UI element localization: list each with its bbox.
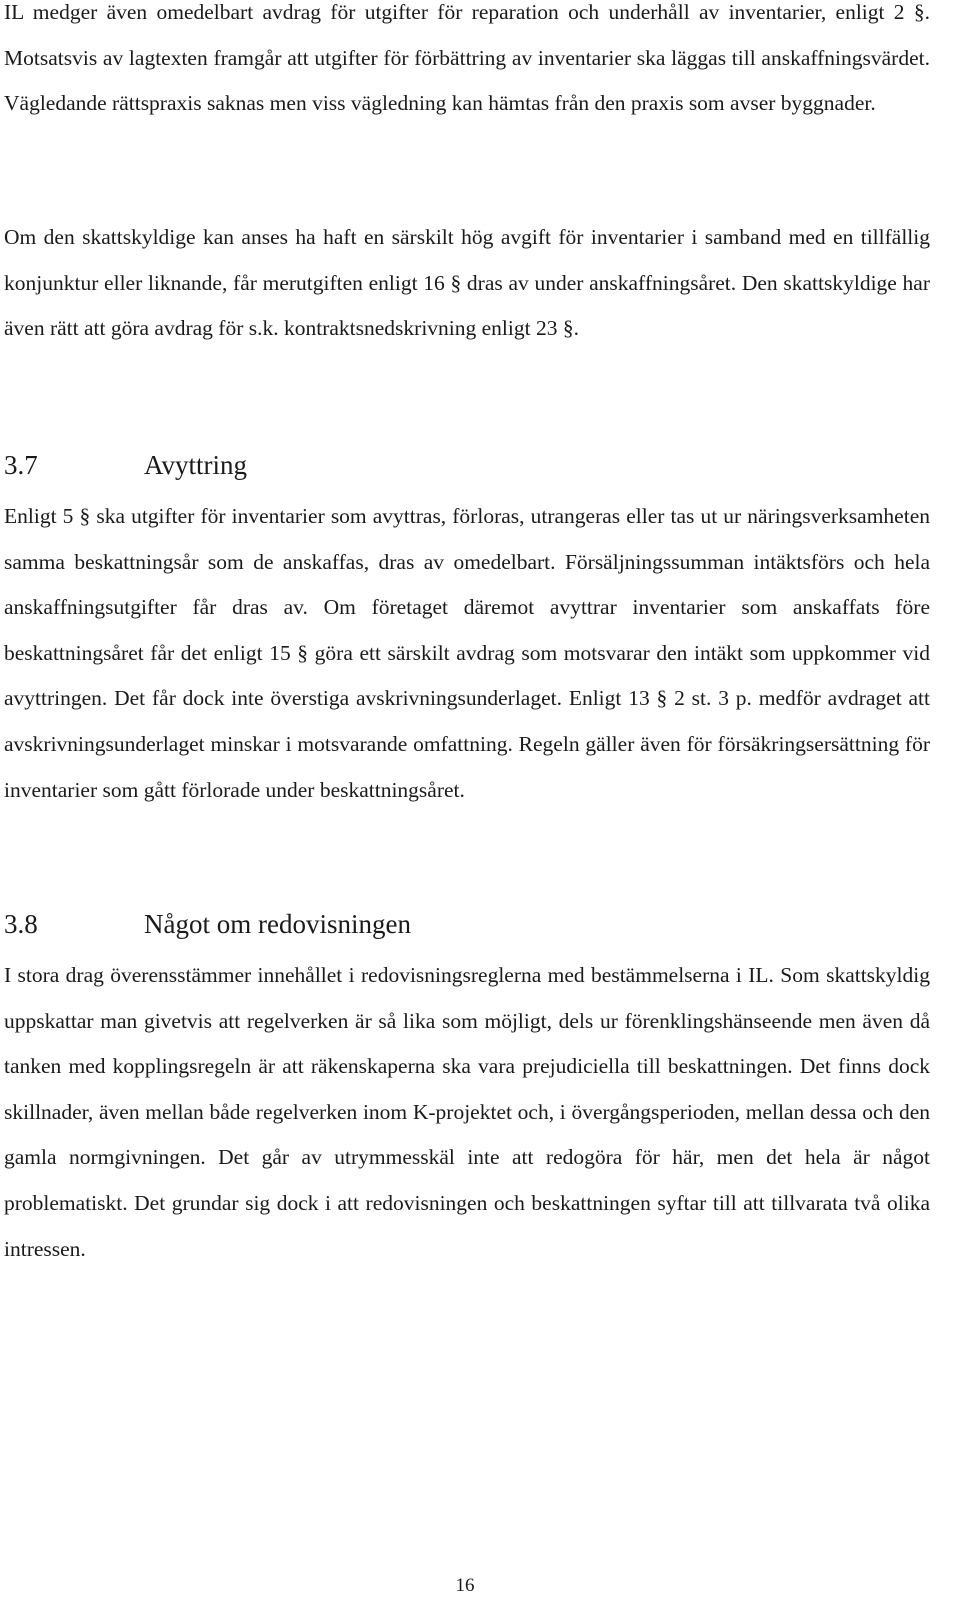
section-title: Avyttring [144, 450, 247, 480]
section-3-7-body: Enligt 5 § ska utgifter för inventarier som avyttras, förloras, utrangeras eller tas ut ur näringsverksamheten samma beskattningsår som de anskaffas, dras av omedelbart. Försäljningssumman intäktsförs och hela anskaffningsutgifter får dras av. Om företaget däremot avyttrar inventarier som anskaffats före beskattningsåret får det enligt 15 § göra ett särskilt avdrag som motsvarar den intäkt som uppkommer vid avyttringen. Det får dock inte överstiga avskrivningsunderlaget. Enligt 13 § 2 st. 3 p. medför avdraget att avskrivningsunderlaget minskar i motsvarande omfattning. Regeln gäller även för försäkringsersättning för inventarier som gått förlorade under beskattningsåret. [4, 504, 930, 802]
section-heading-3-7 [4, 448, 247, 482]
section-title: Något om redovisningen [144, 909, 411, 939]
section-number: 3.7 [4, 450, 38, 480]
page-number: 16 [455, 1575, 475, 1596]
body-paragraph-1: IL medger även omedelbart avdrag för utgifter för reparation och underhåll av inventarier, enligt 2 §. Motsatsvis av lagtexten framgår att utgifter för förbättring av inventarier ska läggas till anskaffningsvärdet. Vägledande rättspraxis saknas men viss vägledning kan hämtas från den praxis som avser byggnader. [4, 0, 930, 116]
section-3-8-body: I stora drag överensstämmer innehållet i redovisningsreglerna med bestämmelserna i IL. Som skattskyldig uppskattar man givetvis att regelverken är så lika som möjligt, dels ur förenklingshänseende men även då tanken med kopplingsregeln är att räkenskaperna ska vara prejudiciella till beskattningen. Det finns dock skillnader, även mellan både regelverken inom K-projektet och, i övergångsperioden, mellan dessa och den gamla normgivningen. Det går av utrymmesskäl inte att redogöra för här, men det hela är något problematiskt. Det grundar sig dock i att redovisningen och beskattningen syftar till att tillvarata två olika intressen. [4, 963, 930, 1261]
section-heading-3-8 [4, 907, 411, 941]
body-paragraph-2: Om den skattskyldige kan anses ha haft en särskilt hög avgift för inventarier i samband med en tillfällig konjunktur eller liknande, får merutgiften enligt 16 § dras av under anskaffningsåret. Den skattskyldige har även rätt att göra avdrag för s.k. kontraktsnedskrivning enligt 23 §. [4, 225, 930, 341]
section-number: 3.8 [4, 909, 38, 939]
